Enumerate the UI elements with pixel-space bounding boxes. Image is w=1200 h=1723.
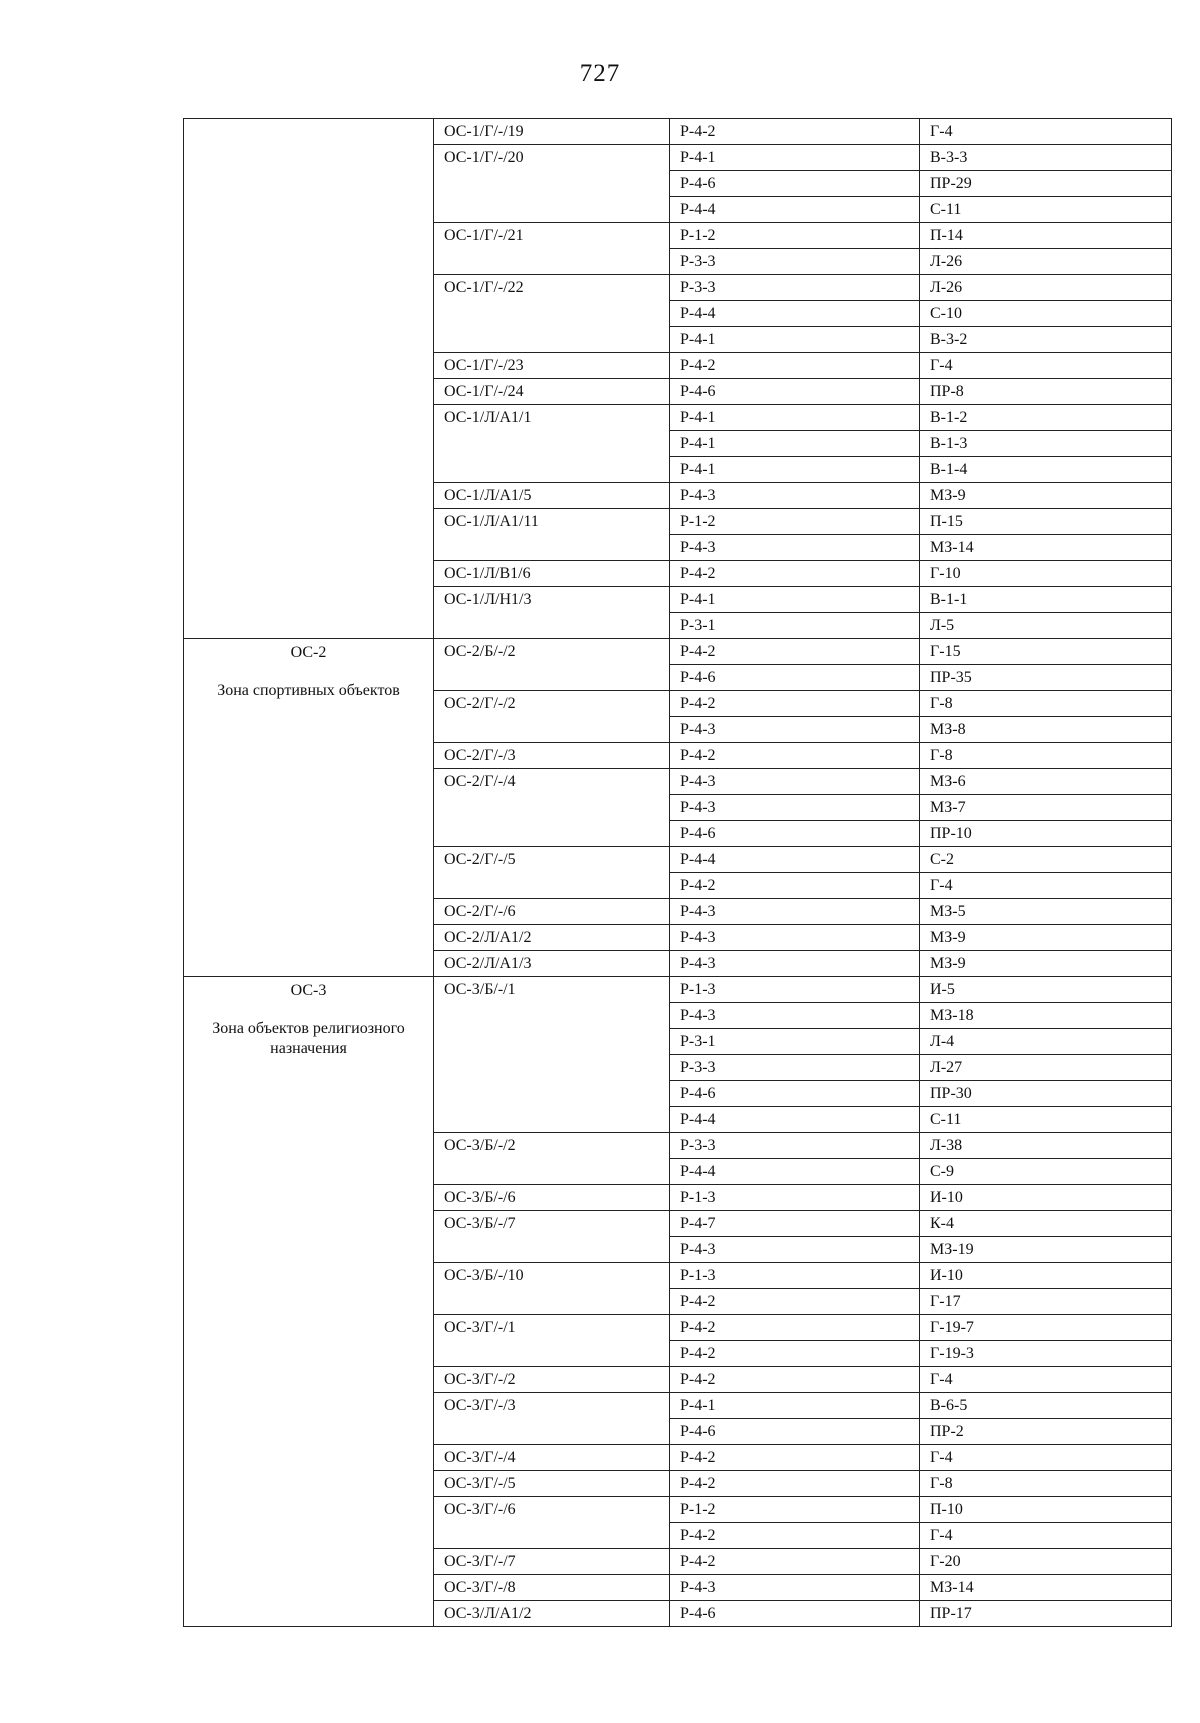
zone-name: Зона объектов религиозного назначения xyxy=(212,1020,405,1057)
object-code-cell: МЗ-7 xyxy=(920,795,1172,821)
subzone-code-cell: ОС-2/Г/-/2 xyxy=(434,691,670,743)
regulation-code-cell: Р-4-6 xyxy=(670,171,920,197)
object-code-cell: В-1-4 xyxy=(920,457,1172,483)
subzone-code-cell: ОС-3/Л/А1/2 xyxy=(434,1601,670,1627)
regulation-code-cell: Р-4-2 xyxy=(670,639,920,665)
object-code-cell: Л-4 xyxy=(920,1029,1172,1055)
regulation-code-cell: Р-4-3 xyxy=(670,1237,920,1263)
object-code-cell: С-2 xyxy=(920,847,1172,873)
subzone-code-cell: ОС-1/Г/-/22 xyxy=(434,275,670,353)
object-code-cell: МЗ-6 xyxy=(920,769,1172,795)
zone-table-body xyxy=(184,119,1172,1627)
object-code-cell: Г-20 xyxy=(920,1549,1172,1575)
subzone-code-cell: ОС-1/Л/А1/1 xyxy=(434,405,670,483)
regulation-code-cell: Р-1-2 xyxy=(670,223,920,249)
regulation-code-cell: Р-3-3 xyxy=(670,275,920,301)
regulation-code-cell: Р-4-3 xyxy=(670,1575,920,1601)
regulation-code-cell: Р-4-2 xyxy=(670,1445,920,1471)
subzone-code-cell: ОС-2/Г/-/4 xyxy=(434,769,670,847)
object-code-cell: К-4 xyxy=(920,1211,1172,1237)
regulation-code-cell: Р-4-2 xyxy=(670,353,920,379)
regulation-code-cell: Р-3-1 xyxy=(670,1029,920,1055)
regulation-code-cell: Р-4-6 xyxy=(670,1419,920,1445)
regulation-code-cell: Р-4-1 xyxy=(670,431,920,457)
object-code-cell: ПР-35 xyxy=(920,665,1172,691)
regulation-code-cell: Р-3-3 xyxy=(670,1055,920,1081)
object-code-cell: МЗ-9 xyxy=(920,951,1172,977)
object-code-cell: В-1-2 xyxy=(920,405,1172,431)
subzone-code-cell: ОС-2/Л/А1/3 xyxy=(434,951,670,977)
object-code-cell: МЗ-19 xyxy=(920,1237,1172,1263)
subzone-code-cell: ОС-2/Б/-/2 xyxy=(434,639,670,691)
object-code-cell: Л-27 xyxy=(920,1055,1172,1081)
object-code-cell: ПР-2 xyxy=(920,1419,1172,1445)
subzone-code-cell: ОС-3/Б/-/7 xyxy=(434,1211,670,1263)
subzone-code-cell: ОС-3/Б/-/1 xyxy=(434,977,670,1133)
subzone-code-cell: ОС-1/Л/А1/11 xyxy=(434,509,670,561)
object-code-cell: П-15 xyxy=(920,509,1172,535)
subzone-code-cell: ОС-1/Г/-/23 xyxy=(434,353,670,379)
regulation-code-cell: Р-4-2 xyxy=(670,1289,920,1315)
table-row xyxy=(184,639,1172,665)
regulation-code-cell: Р-4-1 xyxy=(670,587,920,613)
subzone-code-cell: ОС-2/Г/-/3 xyxy=(434,743,670,769)
object-code-cell: ПР-10 xyxy=(920,821,1172,847)
regulation-code-cell: Р-4-1 xyxy=(670,327,920,353)
object-code-cell: И-5 xyxy=(920,977,1172,1003)
object-code-cell: И-10 xyxy=(920,1263,1172,1289)
object-code-cell: С-10 xyxy=(920,301,1172,327)
regulation-code-cell: Р-4-1 xyxy=(670,405,920,431)
zone-cell xyxy=(184,119,434,639)
subzone-code-cell: ОС-1/Г/-/19 xyxy=(434,119,670,145)
regulation-code-cell: Р-4-3 xyxy=(670,925,920,951)
zone-code: ОС-2 xyxy=(290,644,327,661)
regulation-code-cell: Р-3-3 xyxy=(670,249,920,275)
regulation-code-cell: Р-4-3 xyxy=(670,1003,920,1029)
subzone-code-cell: ОС-3/Г/-/3 xyxy=(434,1393,670,1445)
object-code-cell: В-3-3 xyxy=(920,145,1172,171)
regulation-code-cell: Р-4-4 xyxy=(670,1159,920,1185)
regulation-code-cell: Р-4-2 xyxy=(670,873,920,899)
regulation-code-cell: Р-4-6 xyxy=(670,379,920,405)
object-code-cell: В-1-3 xyxy=(920,431,1172,457)
regulation-code-cell: Р-4-3 xyxy=(670,717,920,743)
object-code-cell: Л-26 xyxy=(920,249,1172,275)
object-code-cell: Г-8 xyxy=(920,691,1172,717)
object-code-cell: МЗ-14 xyxy=(920,1575,1172,1601)
regulation-code-cell: Р-4-4 xyxy=(670,1107,920,1133)
regulation-code-cell: Р-1-2 xyxy=(670,509,920,535)
object-code-cell: Л-26 xyxy=(920,275,1172,301)
zone-code: ОС-3 xyxy=(290,982,327,999)
subzone-code-cell: ОС-2/Г/-/6 xyxy=(434,899,670,925)
object-code-cell: МЗ-18 xyxy=(920,1003,1172,1029)
subzone-code-cell: ОС-3/Г/-/6 xyxy=(434,1497,670,1549)
zone-cell xyxy=(184,639,434,977)
regulation-code-cell: Р-4-2 xyxy=(670,1341,920,1367)
subzone-code-cell: ОС-3/Г/-/7 xyxy=(434,1549,670,1575)
object-code-cell: ПР-17 xyxy=(920,1601,1172,1627)
subzone-code-cell: ОС-1/Л/В1/6 xyxy=(434,561,670,587)
regulation-code-cell: Р-4-3 xyxy=(670,535,920,561)
object-code-cell: В-6-5 xyxy=(920,1393,1172,1419)
regulation-code-cell: Р-1-3 xyxy=(670,1185,920,1211)
regulation-code-cell: Р-1-3 xyxy=(670,977,920,1003)
regulation-code-cell: Р-4-2 xyxy=(670,743,920,769)
regulation-code-cell: Р-4-3 xyxy=(670,951,920,977)
object-code-cell: Л-5 xyxy=(920,613,1172,639)
object-code-cell: Г-4 xyxy=(920,1523,1172,1549)
subzone-code-cell: ОС-1/Л/Н1/3 xyxy=(434,587,670,639)
regulation-code-cell: Р-4-2 xyxy=(670,1367,920,1393)
object-code-cell: ПР-8 xyxy=(920,379,1172,405)
subzone-code-cell: ОС-3/Г/-/4 xyxy=(434,1445,670,1471)
regulation-code-cell: Р-4-2 xyxy=(670,1549,920,1575)
subzone-code-cell: ОС-3/Г/-/1 xyxy=(434,1315,670,1367)
regulation-code-cell: Р-4-3 xyxy=(670,769,920,795)
object-code-cell: Г-10 xyxy=(920,561,1172,587)
regulation-code-cell: Р-4-1 xyxy=(670,457,920,483)
zone-name: Зона спортивных объектов xyxy=(217,682,400,699)
regulation-code-cell: Р-4-6 xyxy=(670,1081,920,1107)
subzone-code-cell: ОС-3/Б/-/6 xyxy=(434,1185,670,1211)
regulation-code-cell: Р-4-6 xyxy=(670,1601,920,1627)
regulation-code-cell: Р-4-4 xyxy=(670,847,920,873)
object-code-cell: П-10 xyxy=(920,1497,1172,1523)
object-code-cell: МЗ-9 xyxy=(920,483,1172,509)
zone-cell xyxy=(184,977,434,1627)
regulation-code-cell: Р-3-1 xyxy=(670,613,920,639)
object-code-cell: Г-4 xyxy=(920,1445,1172,1471)
table-row xyxy=(184,977,1172,1003)
object-code-cell: С-11 xyxy=(920,197,1172,223)
subzone-code-cell: ОС-1/Г/-/24 xyxy=(434,379,670,405)
object-code-cell: Г-19-7 xyxy=(920,1315,1172,1341)
object-code-cell: П-14 xyxy=(920,223,1172,249)
object-code-cell: Г-8 xyxy=(920,1471,1172,1497)
subzone-code-cell: ОС-3/Б/-/10 xyxy=(434,1263,670,1315)
object-code-cell: С-11 xyxy=(920,1107,1172,1133)
regulation-code-cell: Р-1-3 xyxy=(670,1263,920,1289)
object-code-cell: Г-15 xyxy=(920,639,1172,665)
regulation-code-cell: Р-4-6 xyxy=(670,821,920,847)
regulation-code-cell: Р-4-2 xyxy=(670,1471,920,1497)
regulation-code-cell: Р-4-2 xyxy=(670,1523,920,1549)
subzone-code-cell: ОС-3/Г/-/5 xyxy=(434,1471,670,1497)
subzone-code-cell: ОС-3/Г/-/8 xyxy=(434,1575,670,1601)
object-code-cell: ПР-29 xyxy=(920,171,1172,197)
object-code-cell: МЗ-8 xyxy=(920,717,1172,743)
subzone-code-cell: ОС-1/Л/А1/5 xyxy=(434,483,670,509)
object-code-cell: С-9 xyxy=(920,1159,1172,1185)
object-code-cell: Г-4 xyxy=(920,1367,1172,1393)
page-number: 727 xyxy=(579,60,621,87)
subzone-code-cell: ОС-1/Г/-/21 xyxy=(434,223,670,275)
regulation-code-cell: Р-4-2 xyxy=(670,1315,920,1341)
regulation-code-cell: Р-4-2 xyxy=(670,561,920,587)
regulation-code-cell: Р-4-2 xyxy=(670,691,920,717)
object-code-cell: Г-4 xyxy=(920,353,1172,379)
object-code-cell: МЗ-9 xyxy=(920,925,1172,951)
object-code-cell: Г-8 xyxy=(920,743,1172,769)
object-code-cell: В-1-1 xyxy=(920,587,1172,613)
regulation-code-cell: Р-4-4 xyxy=(670,301,920,327)
regulation-code-cell: Р-4-4 xyxy=(670,197,920,223)
regulation-code-cell: Р-4-6 xyxy=(670,665,920,691)
table-row xyxy=(184,119,1172,145)
regulation-code-cell: Р-4-3 xyxy=(670,899,920,925)
object-code-cell: Г-17 xyxy=(920,1289,1172,1315)
object-code-cell: Г-19-3 xyxy=(920,1341,1172,1367)
regulation-code-cell: Р-4-2 xyxy=(670,119,920,145)
subzone-code-cell: ОС-2/Л/А1/2 xyxy=(434,925,670,951)
regulation-code-cell: Р-4-1 xyxy=(670,1393,920,1419)
object-code-cell: И-10 xyxy=(920,1185,1172,1211)
subzone-code-cell: ОС-3/Б/-/2 xyxy=(434,1133,670,1185)
object-code-cell: Л-38 xyxy=(920,1133,1172,1159)
object-code-cell: Г-4 xyxy=(920,873,1172,899)
object-code-cell: МЗ-14 xyxy=(920,535,1172,561)
regulation-code-cell: Р-4-7 xyxy=(670,1211,920,1237)
regulation-code-cell: Р-4-3 xyxy=(670,795,920,821)
regulation-code-cell: Р-4-3 xyxy=(670,483,920,509)
object-code-cell: ПР-30 xyxy=(920,1081,1172,1107)
object-code-cell: Г-4 xyxy=(920,119,1172,145)
zone-table xyxy=(183,118,1172,1627)
object-code-cell: МЗ-5 xyxy=(920,899,1172,925)
regulation-code-cell: Р-3-3 xyxy=(670,1133,920,1159)
subzone-code-cell: ОС-1/Г/-/20 xyxy=(434,145,670,223)
subzone-code-cell: ОС-2/Г/-/5 xyxy=(434,847,670,899)
regulation-code-cell: Р-4-1 xyxy=(670,145,920,171)
subzone-code-cell: ОС-3/Г/-/2 xyxy=(434,1367,670,1393)
regulation-code-cell: Р-1-2 xyxy=(670,1497,920,1523)
object-code-cell: В-3-2 xyxy=(920,327,1172,353)
